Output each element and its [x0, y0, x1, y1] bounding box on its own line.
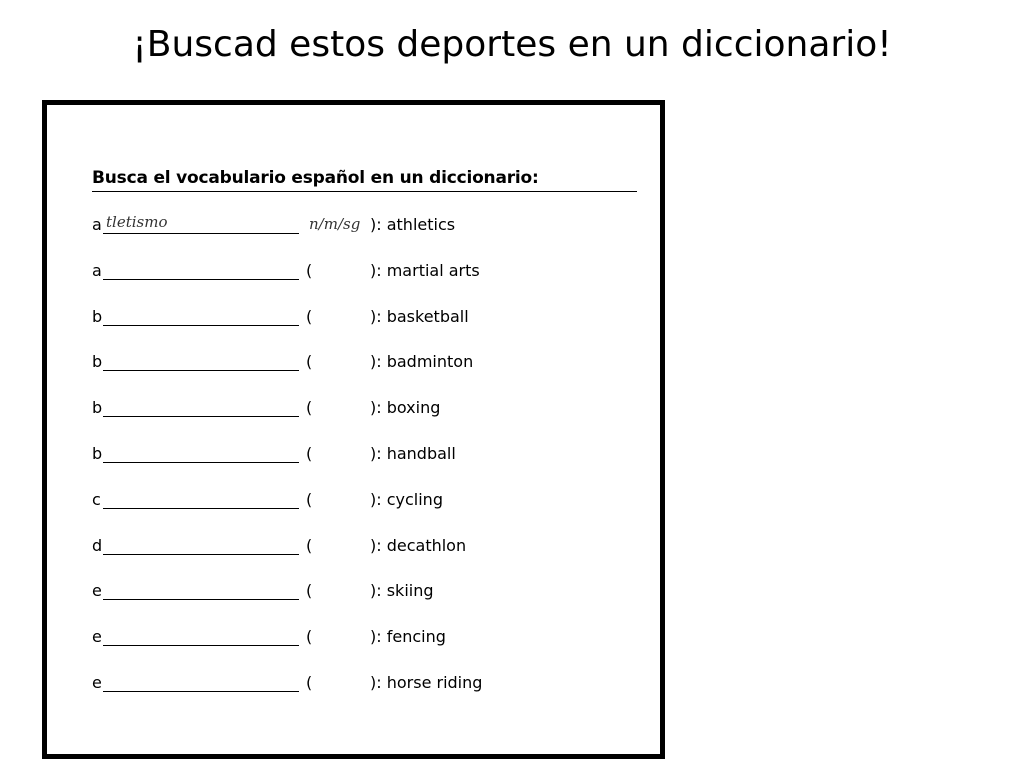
vocab-first-letter: e [92, 627, 102, 646]
vocab-first-letter: a [92, 215, 102, 234]
worksheet-frame [42, 100, 665, 759]
vocab-answer-blank[interactable] [103, 305, 299, 326]
vocab-open-paren: ( [306, 627, 313, 646]
vocab-first-letter: b [92, 444, 103, 463]
vocab-open-paren: ( [306, 352, 313, 371]
vocab-handwritten-answer: tletismo [106, 213, 168, 231]
vocab-open-paren: ( [306, 444, 313, 463]
vocab-answer-blank[interactable] [103, 579, 299, 600]
vocab-first-letter: d [92, 536, 103, 555]
vocab-first-letter: e [92, 581, 102, 600]
vocab-open-paren: ( [306, 307, 313, 326]
vocab-handwritten-gender: n/m/sg [309, 215, 361, 233]
vocab-english-meaning: ): handball [370, 444, 456, 463]
vocab-answer-blank[interactable] [103, 534, 299, 555]
worksheet-heading: Busca el vocabulario español en un diccionario: [92, 165, 637, 192]
vocab-english-meaning: ): athletics [370, 215, 456, 234]
vocab-row [92, 488, 632, 512]
vocab-english-meaning: ): boxing [370, 398, 441, 417]
vocab-row [92, 213, 632, 237]
vocab-english-meaning: ): basketball [370, 307, 469, 326]
vocab-english-meaning: ): decathlon [370, 536, 467, 555]
vocab-english-meaning: ): martial arts [370, 261, 480, 280]
vocab-english-meaning: ): cycling [370, 490, 443, 509]
vocab-row [92, 350, 632, 374]
vocab-row [92, 305, 632, 329]
vocab-answer-blank[interactable] [103, 259, 299, 280]
vocab-open-paren: ( [306, 673, 313, 692]
vocab-answer-blank[interactable] [103, 625, 299, 646]
vocab-answer-blank[interactable] [103, 671, 299, 692]
vocab-english-meaning: ): fencing [370, 627, 446, 646]
vocab-first-letter: c [92, 490, 101, 509]
vocab-row [92, 625, 632, 649]
vocab-row [92, 442, 632, 466]
vocab-first-letter: b [92, 352, 103, 371]
vocab-open-paren: ( [306, 581, 313, 600]
vocab-row [92, 534, 632, 558]
vocab-first-letter: b [92, 398, 103, 417]
vocab-english-meaning: ): horse riding [370, 673, 483, 692]
vocab-answer-blank[interactable] [103, 350, 299, 371]
vocab-answer-blank[interactable] [103, 442, 299, 463]
vocab-answer-blank[interactable] [103, 488, 299, 509]
vocab-first-letter: e [92, 673, 102, 692]
vocab-open-paren: ( [306, 261, 313, 280]
vocab-first-letter: a [92, 261, 102, 280]
slide-title: ¡Buscad estos deportes en un diccionario! [132, 24, 892, 65]
vocab-row [92, 396, 632, 420]
vocab-open-paren: ( [306, 398, 313, 417]
vocab-open-paren: ( [306, 536, 313, 555]
vocab-english-meaning: ): badminton [370, 352, 474, 371]
vocab-first-letter: b [92, 307, 103, 326]
vocab-row [92, 259, 632, 283]
vocab-answer-blank[interactable] [103, 396, 299, 417]
vocab-row [92, 579, 632, 603]
vocab-open-paren: ( [306, 490, 313, 509]
vocab-row [92, 671, 632, 695]
vocab-english-meaning: ): skiing [370, 581, 434, 600]
